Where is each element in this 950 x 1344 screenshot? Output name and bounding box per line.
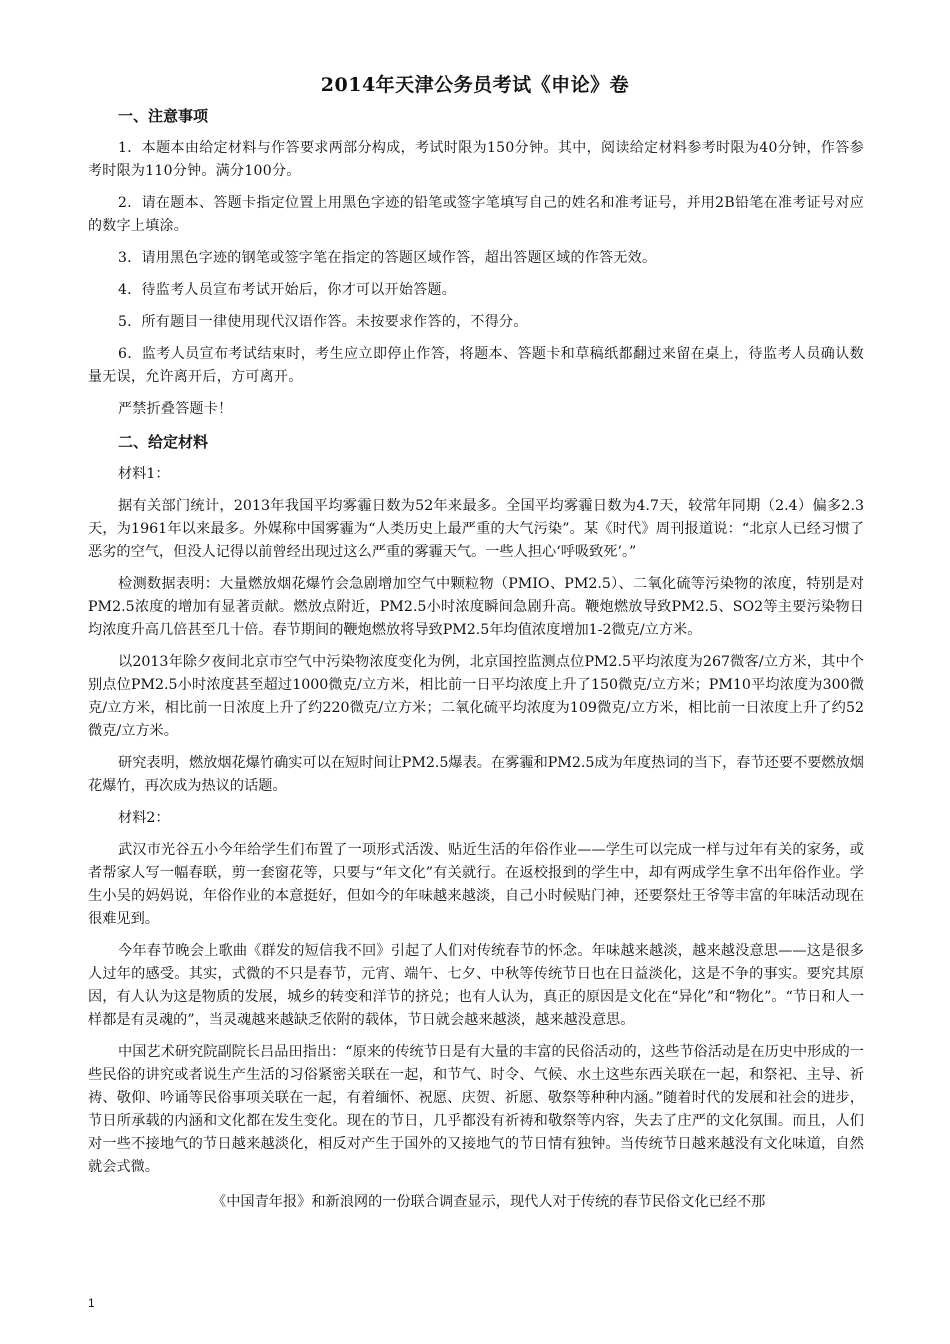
material-1-label: 材料1： [118,466,170,482]
material-2-paragraph: 中国艺术研究院副院长吕品田指出：“原来的传统节日是有大量的丰富的民俗活动的，这些节俗活动是在历史中形成的一些民俗的讲究或者说生产生活的习俗紧密关联在一起，和节气、时令、气候、水土这些东西关联在一起，和祭祀、主导、祈祷、敬仰、吟诵等民俗事项关联在一起，有着缅怀、祝愿、庆贺、祈愿、敬祭等种种内涵。”随着时代的发展和社会的进步，节日所承载的内涵和文化都在发生变化。现在的节日，几乎都没有祈祷和敬祭等内容，失去了庄严的文化氛围。而且，人们对一些不接地气的节日越来越淡化，相反对产生于国外的又接地气的节日情有独钟。当传统节日越来越没有文化味道，自然就会式微。 [88,1044,864,1175]
document-body [88,104,864,1214]
notice-item-1: 1．本题本由给定材料与作答要求两部分构成，考试时限为150分钟。其中，阅读给定材料参考时限为40分钟，作答参考时限为110分钟。满分100分。 [88,140,864,179]
section-heading-notices: 一、注意事项 [118,107,209,125]
material-2-paragraph: 武汉市光谷五小今年给学生们布置了一项形式活泼、贴近生活的年俗作业——学生可以完成一样与过年有关的家务，或者帮家人写一幅春联，剪一套窗花等，只要与“年文化”有关就行。在返校报到的学生中，却有两成学生拿不出年俗作业。学生小吴的妈妈说，年俗作业的本意挺好，但如今的年味越来越淡，自己小时候贴门神，还要祭灶王爷等丰富的年味活动现在很难见到。 [88,842,864,927]
notice-item-6: 6．监考人员宣布考试结束时，考生应立即停止作答，将题本、答题卡和草稿纸都翻过来留在桌上，待监考人员确认数量无误，允许离开后，方可离开。 [88,346,864,385]
material-2-paragraph: 今年春节晚会上歌曲《群发的短信我不回》引起了人们对传统春节的怀念。年味越来越淡，越来越没意思——这是很多人过年的感受。其实，式微的不只是春节，元宵、端午、七夕、中秋等传统节日也在日益淡化，这是不争的事实。要究其原因，有人认为这是物质的发展，城乡的转变和洋节的挤兑；也有人认为，真正的原因是文化在“异化”和“物化”。“节日和人一样都是有灵魂的”，当灵魂越来越缺乏依附的载体，节日就会越来越淡，越来越没意思。 [88,943,864,1028]
section-heading-materials: 二、给定材料 [118,433,209,451]
notice-warning: 严禁折叠答题卡！ [118,401,233,417]
material-1-paragraph: 据有关部门统计，2013年我国平均雾霾日数为52年来最多。全国平均雾霾日数为4.7天，较常年同期（2.4）偏多2.3天，为1961年以来最多。外媒称中国雾霾为“人类历史上最严重的大气污染”。某《时代》周刊报道说：“北京人已经习惯了恶劣的空气，但没人记得以前曾经出现过这么严重的雾霾天气。一些人担心‘呼吸致死’。” [88,498,864,560]
material-1-paragraph: 检测数据表明：大量燃放烟花爆竹会急剧增加空气中颗粒物（PMIO、PM2.5）、二氧化硫等污染物的浓度，特别是对PM2.5浓度的增加有显著贡献。燃放点附近，PM2.5小时浓度瞬间急剧升高。鞭炮燃放导致PM2.5、SO2等主要污染物日均浓度升高几倍甚至几十倍。春节期间的鞭炮燃放将导致PM2.5年均值浓度增加1-2微克/立方米。 [88,576,864,638]
material-2-continued-line: 《中国青年报》和新浪网的一份联合调查显示，现代人对于传统的春节民俗文化已经不那 [212,1194,766,1210]
notice-item-4: 4．待监考人员宣布考试开始后，你才可以开始答题。 [118,282,457,298]
page-number: 1 [88,1296,95,1310]
document-title: 2014年天津公务员考试《申论》卷 [320,74,630,96]
notice-item-5: 5．所有题目一律使用现代汉语作答。未按要求作答的，不得分。 [118,314,528,330]
material-1-paragraph: 研究表明，燃放烟花爆竹确实可以在短时间让PM2.5爆表。在雾霾和PM2.5成为年度热词的当下，春节还要不要燃放烟花爆竹，再次成为热议的话题。 [88,755,864,794]
material-2-label: 材料2： [118,810,170,826]
notice-item-2: 2．请在题本、答题卡指定位置上用黑色字迹的铅笔或签字笔填写自己的姓名和准考证号，并用2B铅笔在准考证号对应的数字上填涂。 [88,195,864,234]
notice-item-3: 3．请用黑色字迹的钢笔或签字笔在指定的答题区域作答，超出答题区域的作答无效。 [118,250,657,266]
material-1-paragraph: 以2013年除夕夜间北京市空气中污染物浓度变化为例，北京国控监测点位PM2.5平均浓度为267微客/立方米，其中个别点位PM2.5小时浓度甚至超过1000微克/立方米，相比前一日平均浓度上升了150微克/立方米；PM10平均浓度为300微克/立方米，相比前一日浓度上升了约220微克/立方米；二氧化硫平均浓度为109微克/立方米，相比前一日浓度上升了约52微克/立方米。 [88,654,864,739]
